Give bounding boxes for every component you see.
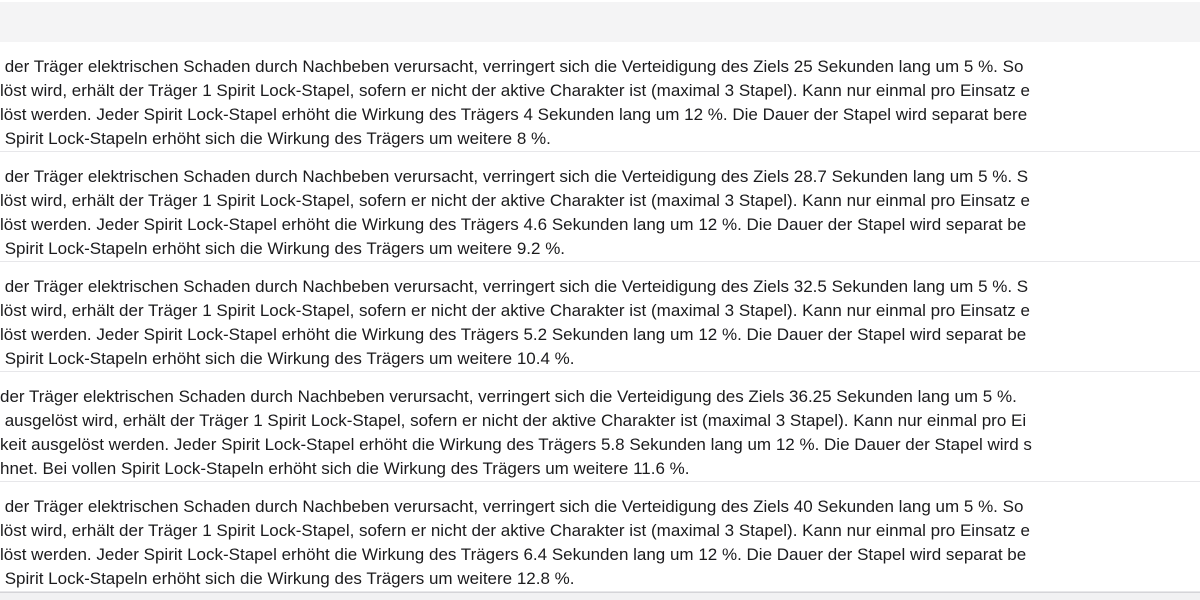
- effect-text-line: der Träger elektrischen Schaden durch Nachbeben verursacht, verringert sich die Verteidigung des Ziels 32.5 Sekunden lang um 5 %. S: [0, 277, 1029, 296]
- effect-row-rank-3: [0, 262, 1200, 372]
- effect-text-line: Spirit Lock-Stapeln erhöht sich die Wirkung des Trägers um weitere 10.4 %.: [0, 349, 575, 368]
- effect-row-rank-2: [0, 152, 1200, 262]
- next-table-row-edge: [0, 592, 1200, 600]
- effect-text-line: löst wird, erhält der Träger 1 Spirit Lock-Stapel, sofern er nicht der aktive Charakter ist (maximal 3 Stapel). Kann nur einmal pro Einsatz e: [0, 521, 1030, 540]
- effect-text-line: der Träger elektrischen Schaden durch Nachbeben verursacht, verringert sich die Verteidigung des Ziels 40 Sekunden lang um 5 %. So: [0, 497, 1024, 516]
- effect-text-line: Spirit Lock-Stapeln erhöht sich die Wirkung des Trägers um weitere 8 %.: [0, 129, 551, 148]
- effect-text-line: löst werden. Jeder Spirit Lock-Stapel erhöht die Wirkung des Trägers 4 Sekunden lang um 12 %. Die Dauer der Stapel wird separat bere: [0, 105, 1028, 124]
- effect-text-line: löst wird, erhält der Träger 1 Spirit Lock-Stapel, sofern er nicht der aktive Charakter ist (maximal 3 Stapel). Kann nur einmal pro Einsatz e: [0, 301, 1030, 320]
- effect-text-line: löst werden. Jeder Spirit Lock-Stapel erhöht die Wirkung des Trägers 4.6 Sekunden lang um 12 %. Die Dauer der Stapel wird separat be: [0, 215, 1027, 234]
- effect-text-line: Spirit Lock-Stapeln erhöht sich die Wirkung des Trägers um weitere 9.2 %.: [0, 239, 566, 258]
- effect-row-rank-4: [0, 372, 1200, 482]
- effect-text-line: Spirit Lock-Stapeln erhöht sich die Wirkung des Trägers um weitere 12.8 %.: [0, 569, 575, 588]
- effect-text-line: ausgelöst wird, erhält der Träger 1 Spirit Lock-Stapel, sofern er nicht der aktive Charakter ist (maximal 3 Stapel). Kann nur einmal pro Ei: [0, 411, 1027, 430]
- effect-text-line: der Träger elektrischen Schaden durch Nachbeben verursacht, verringert sich die Verteidigung des Ziels 25 Sekunden lang um 5 %. So: [0, 57, 1024, 76]
- effect-text-line: löst werden. Jeder Spirit Lock-Stapel erhöht die Wirkung des Trägers 5.2 Sekunden lang um 12 %. Die Dauer der Stapel wird separat be: [0, 325, 1027, 344]
- effect-text-line: der Träger elektrischen Schaden durch Nachbeben verursacht, verringert sich die Verteidigung des Ziels 28.7 Sekunden lang um 5 %. S: [0, 167, 1029, 186]
- effect-text-line: keit ausgelöst werden. Jeder Spirit Lock-Stapel erhöht die Wirkung des Trägers 5.8 Sekunden lang um 12 %. Die Dauer der Stapel wird s: [0, 435, 1032, 454]
- effect-row-rank-1: [0, 42, 1200, 152]
- w-engine-effect-table-header: [0, 2, 1200, 42]
- effect-text-line: löst wird, erhält der Träger 1 Spirit Lock-Stapel, sofern er nicht der aktive Charakter ist (maximal 3 Stapel). Kann nur einmal pro Einsatz e: [0, 191, 1030, 210]
- effect-text-line: löst wird, erhält der Träger 1 Spirit Lock-Stapel, sofern er nicht der aktive Charakter ist (maximal 3 Stapel). Kann nur einmal pro Einsatz e: [0, 81, 1030, 100]
- effect-row-rank-5: [0, 482, 1200, 592]
- effect-text-line: löst werden. Jeder Spirit Lock-Stapel erhöht die Wirkung des Trägers 6.4 Sekunden lang um 12 %. Die Dauer der Stapel wird separat be: [0, 545, 1027, 564]
- effect-text-line: der Träger elektrischen Schaden durch Nachbeben verursacht, verringert sich die Verteidigung des Ziels 36.25 Sekunden lang um 5 %.: [0, 387, 1017, 406]
- effect-text-line: hnet. Bei vollen Spirit Lock-Stapeln erhöht sich die Wirkung des Trägers um weitere 11.6 %.: [0, 459, 690, 478]
